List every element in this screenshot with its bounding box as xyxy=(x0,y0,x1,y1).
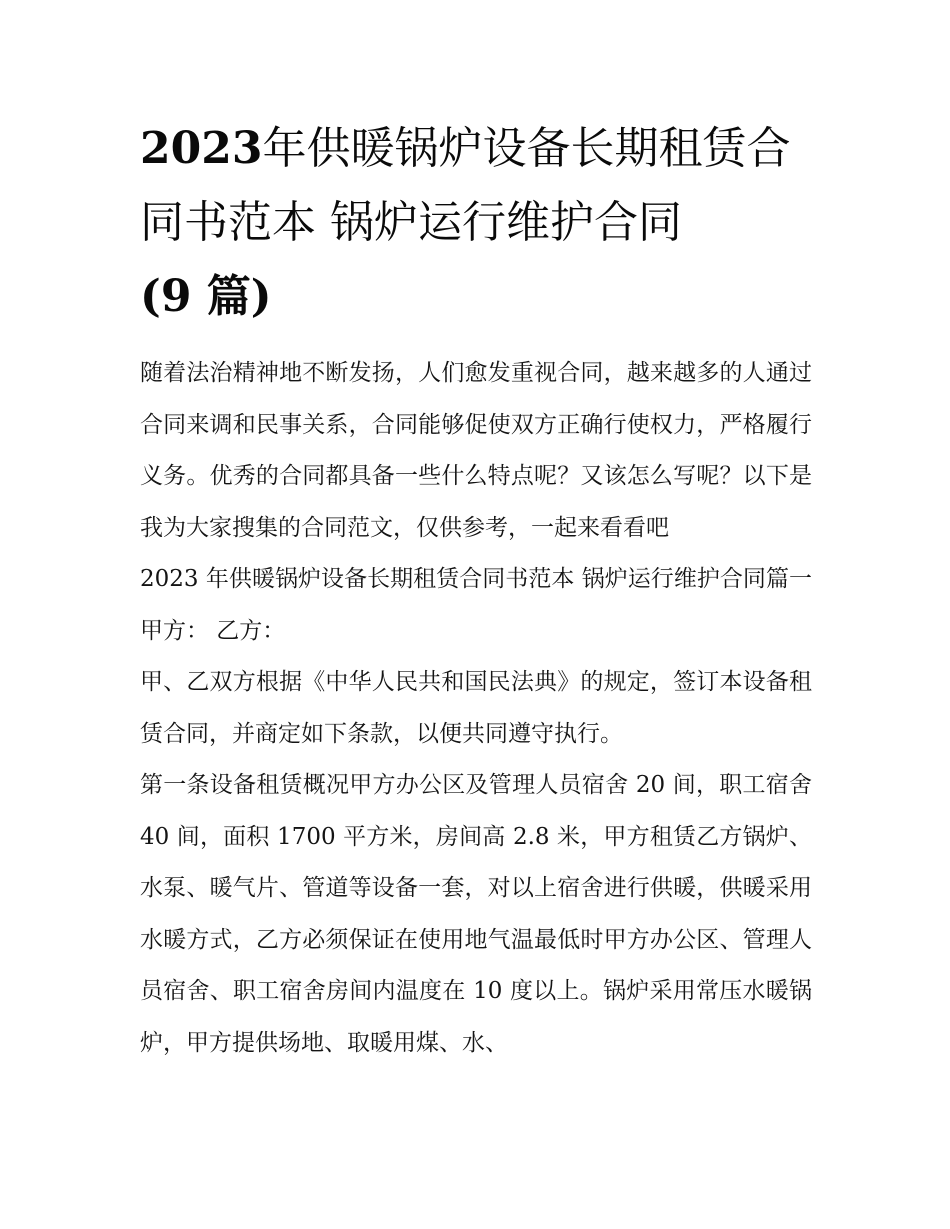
intro-paragraph: 随着法治精神地不断发扬，人们愈发重视合同，越来越多的人通过合同来调和民事关系，合同能够促使双方正确行使权力，严格履行义务。优秀的合同都具备一些什么特点呢？又该怎么写呢？以下是我为大家搜集的合同范文，仅供参考，一起来看看吧 xyxy=(140,360,812,541)
title-count-open: ( xyxy=(140,271,161,322)
article-one-paragraph: 第一条设备租赁概况甲方办公区及管理人员宿舍 20 间，职工宿舍 40 间，面积 1700 平方米，房间高 2.8 米，甲方租赁乙方锅炉、水泵、暖气片、管道等设备一套，对以上宿舍进行供暖，供暖采用水暖方式，乙方必须保证在使用地气温最低时甲方办公区、管理人员宿舍、职工宿舍房间内温度在 10 度以上。锅炉采用常压水暖锅炉，甲方提供场地、取暖用煤、水、 xyxy=(140,772,812,1056)
title-count-close: 篇) xyxy=(191,271,272,322)
document-title xyxy=(140,112,812,334)
section-heading-paragraph: 2023 年供暖锅炉设备长期租赁合同书范本 锅炉运行维护合同篇一 甲方： 乙方： xyxy=(140,566,812,644)
document-body xyxy=(140,112,812,1069)
title-count-number: 9 xyxy=(160,271,192,322)
title-year: 2023 xyxy=(140,123,263,174)
title-text: 年供暖锅炉设备长期租赁合同书范本 锅炉运行维护合同 xyxy=(140,123,791,248)
preamble-paragraph: 甲、乙双方根据《中华人民共和国民法典》的规定，签订本设备租赁合同，并商定如下条款，以便共同遵守执行。 xyxy=(140,669,812,747)
